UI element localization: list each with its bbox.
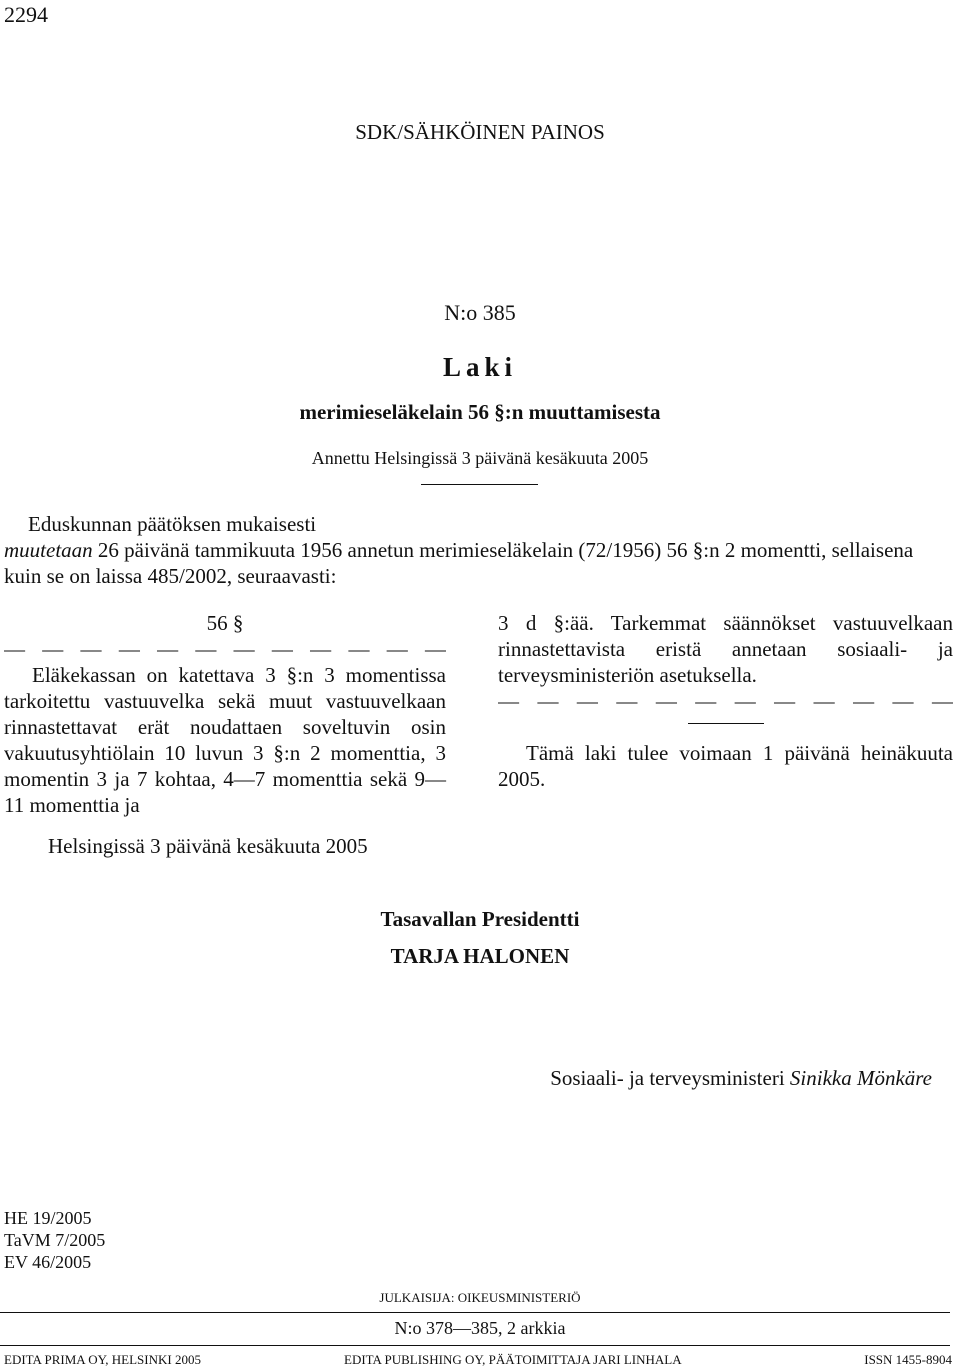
omission-marker-right: — — — — — — — — — — — — bbox=[498, 689, 953, 713]
president-title: Tasavallan Presidentti bbox=[380, 907, 580, 931]
edition-label: SDK/SÄHKÖINEN PAINOS bbox=[355, 120, 605, 144]
right-column bbox=[498, 610, 953, 792]
footer-publishing: EDITA PUBLISHING OY, PÄÄTOIMITTAJA JARI LINHALA bbox=[344, 1352, 682, 1367]
section-divider bbox=[688, 723, 764, 724]
section-body-left: Eläkekassan on katettava 3 §:n 3 momentissa tarkoitettu vastuuvelka sekä muut vastuuvelkaan rinnastettavat erät noudattaen soveltuvin osin vakuutusyhtiölain 10 luvun 3 §:n 2 momenttia, 3 momentin 3 ja 7 kohtaa, 4—7 momenttia sekä 9—11 momenttia ja bbox=[4, 663, 446, 817]
omission-marker: — — — — — — — — — — — — bbox=[4, 637, 446, 661]
issue-info: N:o 378—385, 2 arkkia bbox=[394, 1318, 566, 1338]
preamble-line: Eduskunnan päätöksen mukaisesti bbox=[28, 512, 317, 536]
publisher: JULKAISIJA: OIKEUSMINISTERIÖ bbox=[379, 1290, 581, 1305]
preamble-verb: muutetaan bbox=[4, 538, 93, 562]
given-date: Annettu Helsingissä 3 päivänä kesäkuuta 2005 bbox=[311, 448, 649, 468]
footer-issn: ISSN 1455-8904 bbox=[864, 1352, 952, 1367]
reference-item: HE 19/2005 bbox=[4, 1208, 92, 1228]
references bbox=[4, 1207, 105, 1273]
minister-title: Sosiaali- ja terveysministeri bbox=[550, 1066, 785, 1090]
preamble-rest: 26 päivänä tammikuuta 1956 annetun merimieseläkelain (72/1956) 56 §:n 2 momentti, sellaisena kuin se on laissa 485/2002, seuraavasti: bbox=[4, 538, 914, 588]
minister-signature bbox=[550, 1066, 932, 1091]
title-divider bbox=[421, 484, 538, 485]
entry-into-force: Tämä laki tulee voimaan 1 päivänä heinäkuuta 2005. bbox=[498, 741, 953, 791]
reference-item: TaVM 7/2005 bbox=[4, 1230, 106, 1250]
preamble bbox=[4, 511, 960, 589]
preamble-body bbox=[4, 537, 936, 589]
section-heading: 56 § bbox=[206, 611, 244, 635]
minister-name: Sinikka Mönkäre bbox=[789, 1066, 932, 1090]
page-number: 2294 bbox=[4, 2, 48, 27]
left-column bbox=[4, 610, 446, 818]
law-title: Laki bbox=[442, 352, 518, 382]
footer-divider-bottom bbox=[0, 1345, 950, 1346]
footer-printer: EDITA PRIMA OY, HELSINKI 2005 bbox=[4, 1352, 201, 1367]
footer-divider bbox=[0, 1312, 950, 1313]
law-number: N:o 385 bbox=[444, 300, 516, 325]
law-subject: merimieseläkelain 56 §:n muuttamisesta bbox=[299, 400, 661, 424]
section-body-right: 3 d §:ää. Tarkemmat säännökset vastuuvelkaan rinnastettavista eristä annetaan sosiaali- ja terveysministeriön asetuksella. bbox=[498, 611, 953, 687]
place-date: Helsingissä 3 päivänä kesäkuuta 2005 bbox=[48, 834, 368, 858]
president-name: TARJA HALONEN bbox=[390, 944, 570, 968]
reference-item: EV 46/2005 bbox=[4, 1252, 92, 1272]
